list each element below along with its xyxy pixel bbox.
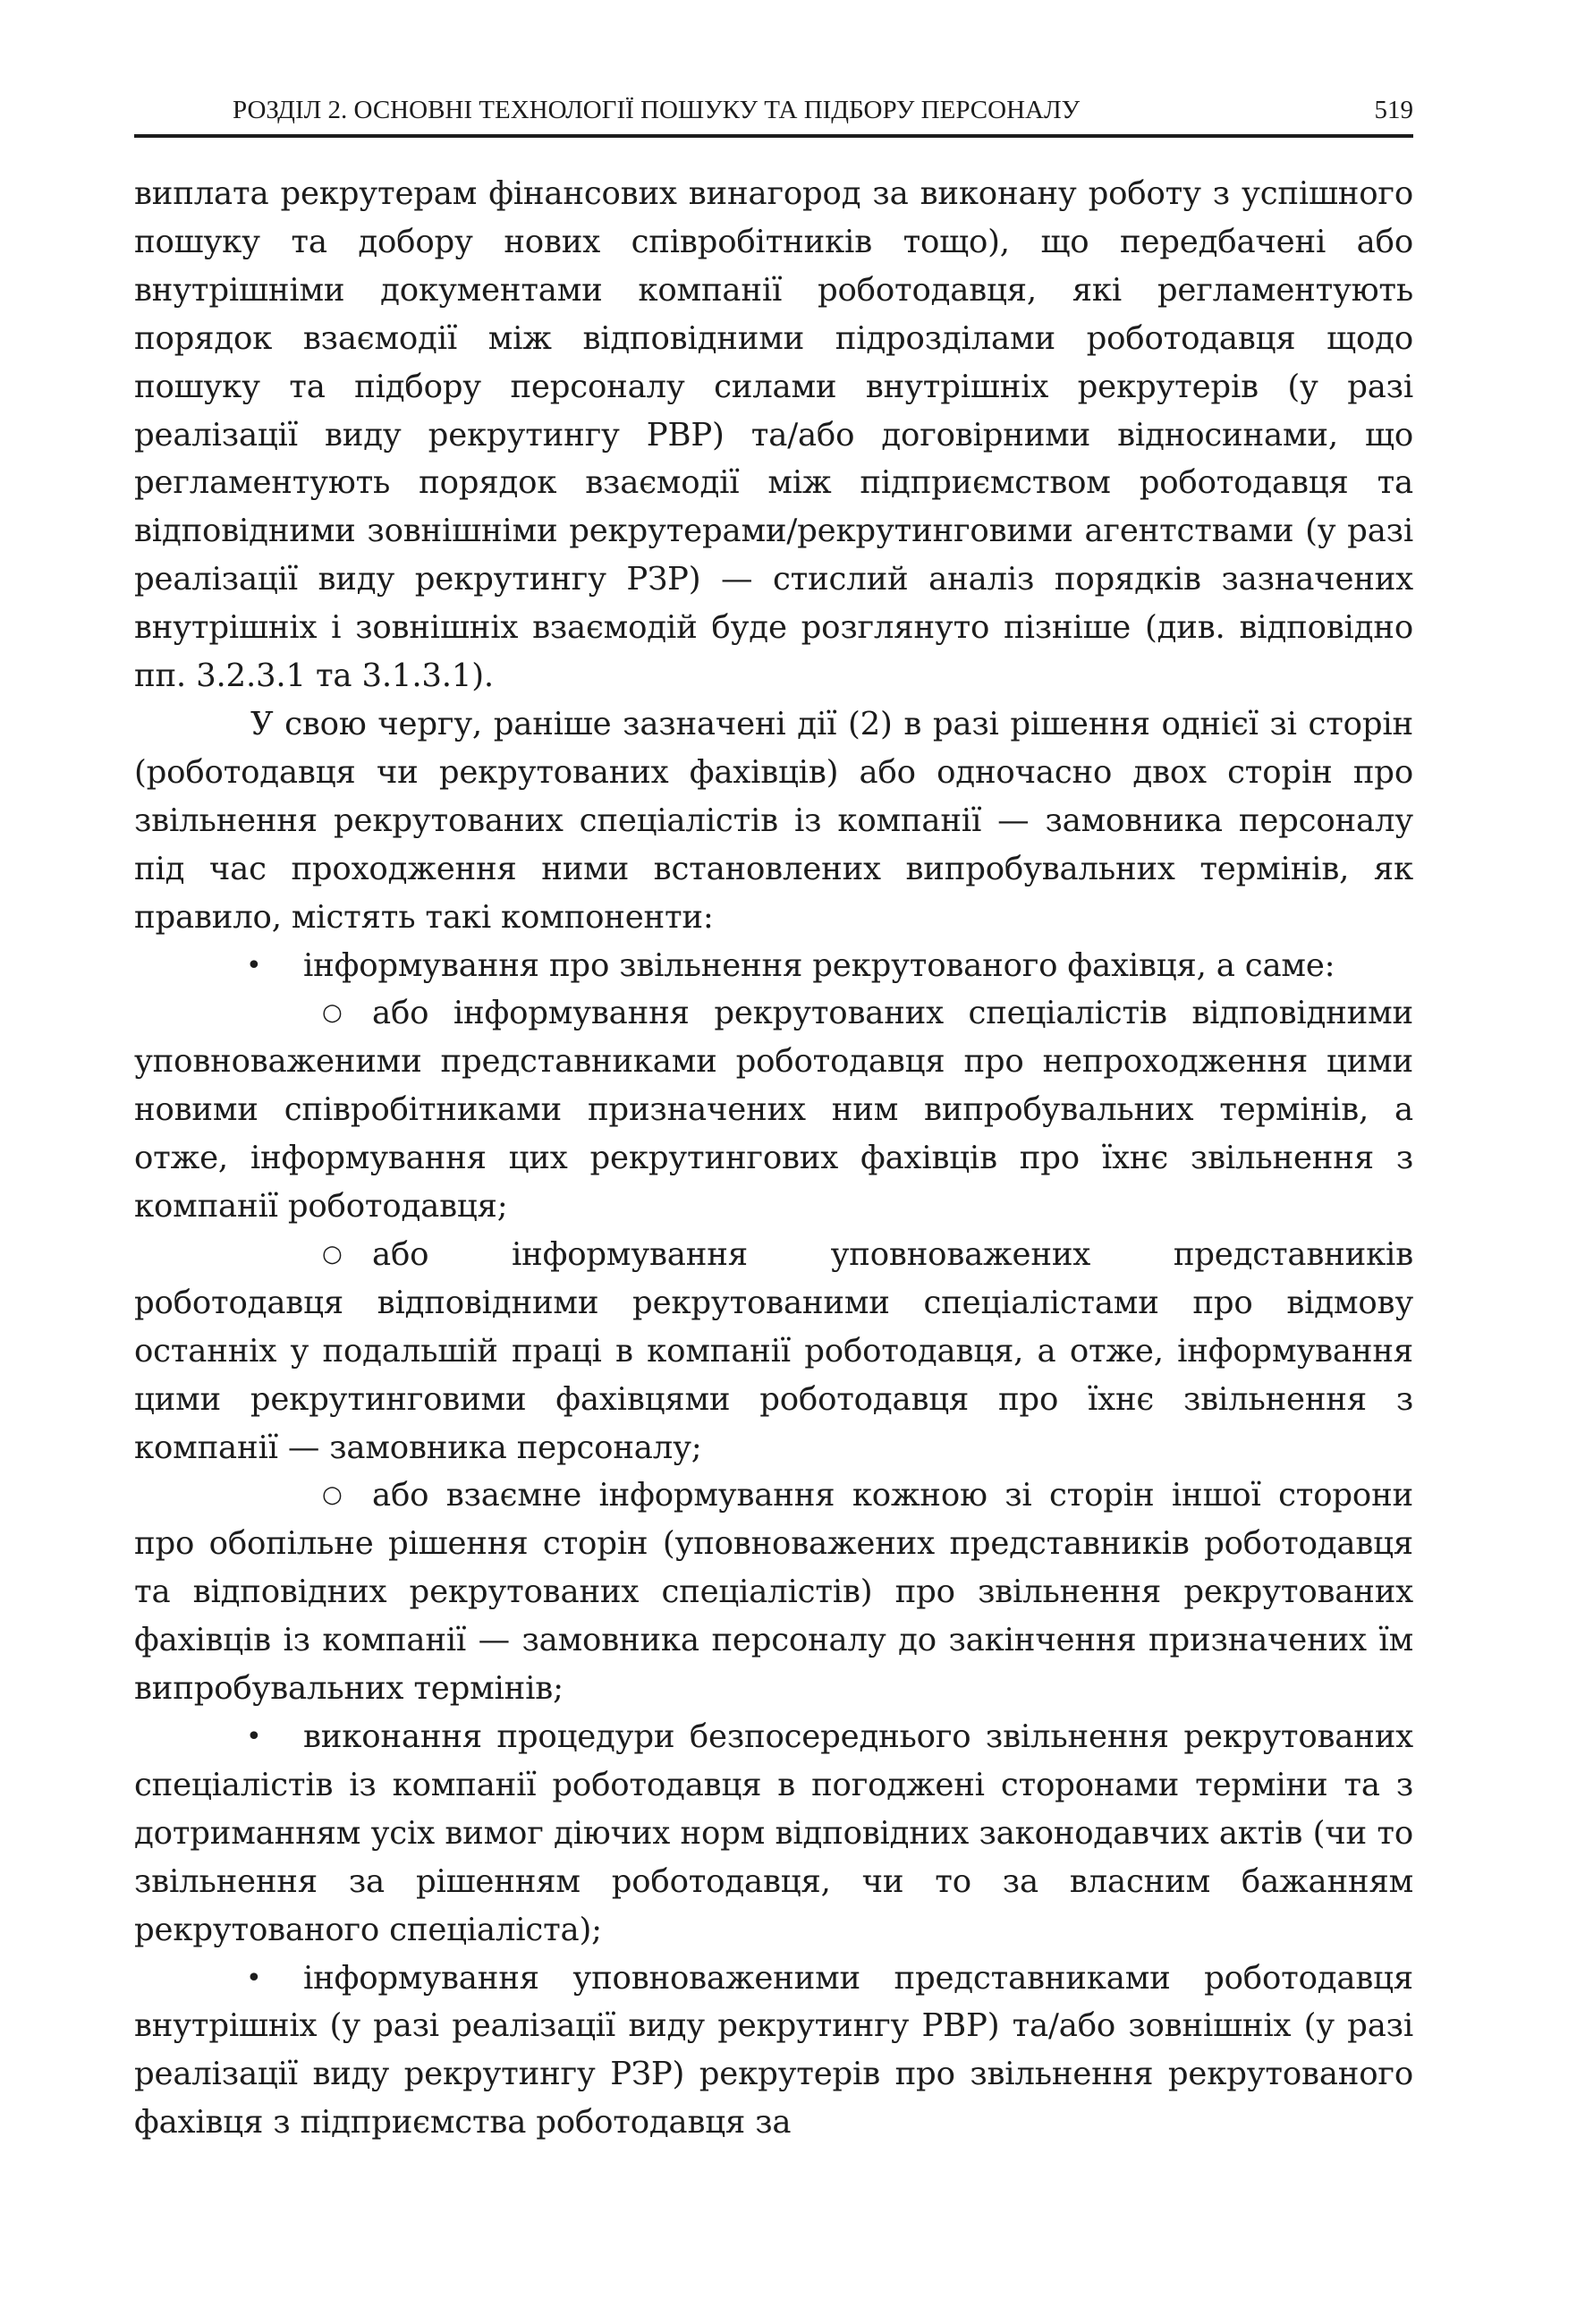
sub-item-text: або інформування уповноважених представників роботодавця відповідними рекрутованими спеціалістами про відмову останніх у подальшій праці в компанії роботодавця, а отже, інформування цими рекрутинговими фахівцями роботодавця про їхнє звільнення з компанії — замовника персоналу; — [134, 1235, 1413, 1466]
bullet-item-informing-recruiters — [134, 1955, 1413, 2148]
text-body — [134, 170, 1413, 2147]
bullet-text: виконання процедури безпосереднього звільнення рекрутованих спеціалістів із компанії роботодавця в погоджені сторонами терміни та з дотриманням усіх вимог діючих норм відповідних законодавчих актів (чи то звільнення за рішенням роботодавця, чи то за власним бажанням рекрутованого спеціаліста); — [134, 1718, 1413, 1948]
paragraph-continuation: виплата рекрутерам фінансових винагород за виконану роботу з успішного пошуку та добору нових співробітників тощо), що передбачені або внутрішніми документами компанії роботодавця, які регламентують порядок взаємодії між відповідними підрозділами роботодавця щодо пошуку та підбору персоналу силами внутрішніх рекрутерів (у разі реалізації виду рекрутингу РВР) та/або договірними відносинами, що регламентують порядок взаємодії між підприємством роботодавця та відповідними зовнішніми рекрутерами/рекрутинговими агентствами (у разі реалізації виду рекрутингу РЗР) — стислий аналіз порядків зазначених внутрішніх і зовнішніх взаємодій буде розглянуто пізніше (див. відповідно пп. 3.2.3.1 та 3.1.3.1). — [134, 175, 1413, 695]
bullet-marker: • — [246, 1721, 262, 1752]
sub-item-text: або взаємне інформування кожною зі сторін іншої сторони про обопільне рішення сторін (уповноважених представників роботодавця та відповідних рекрутованих спеціалістів) про звільнення рекрутованих фахівців із компанії — замовника персоналу до закінчення призначених їм випробувальних термінів; — [134, 1477, 1413, 1708]
page-number: 519 — [1374, 96, 1413, 124]
sub-bullet-marker: ○ — [322, 1481, 343, 1509]
sub-bullet-marker: ○ — [322, 1240, 343, 1268]
bullet-text: інформування уповноваженими представниками роботодавця внутрішніх (у разі реалізації виду рекрутингу РВР) та/або зовнішніх (у разі реалізації виду рекрутингу РЗР) рекрутерів про звільнення рекрутованого фахівця з підприємства роботодавця за — [134, 1959, 1413, 2142]
paragraph-components-intro: У свою чергу, раніше зазначені дії (2) в разі рішення однієї зі сторін (роботодавця чи рекрутованих фахівців) або одночасно двох сторін про звільнення рекрутованих спеціалістів із компанії — замовника персоналу під час проходження ними встановлених випробувальних термінів, як правило, містять такі компоненти: — [134, 705, 1413, 936]
sub-bullet-marker: ○ — [322, 999, 343, 1027]
running-header — [134, 89, 1413, 138]
sub-item-specialist-informs — [134, 1231, 1413, 1472]
sub-item-text: або інформування рекрутованих спеціалістів відповідними уповноваженими представниками роботодавця про непроходження цими новими співробітниками призначених ним випробувальних термінів, а отже, інформування цих рекрутингових фахівців про їхнє звільнення з компанії роботодавця; — [134, 995, 1413, 1226]
sub-item-mutual-informing — [134, 1472, 1413, 1713]
bullet-item-informing — [134, 942, 1413, 990]
sub-item-employer-informs — [134, 989, 1413, 1231]
bullet-item-dismissal-procedure — [134, 1713, 1413, 1955]
bullet-text: інформування про звільнення рекрутованого фахівця, а саме: — [303, 946, 1335, 984]
bullet-marker: • — [246, 949, 262, 981]
section-title: РОЗДІЛ 2. ОСНОВНІ ТЕХНОЛОГІЇ ПОШУКУ ТА ПІДБОРУ ПЕРСОНАЛУ — [233, 96, 1081, 124]
bullet-marker: • — [246, 1962, 262, 1994]
